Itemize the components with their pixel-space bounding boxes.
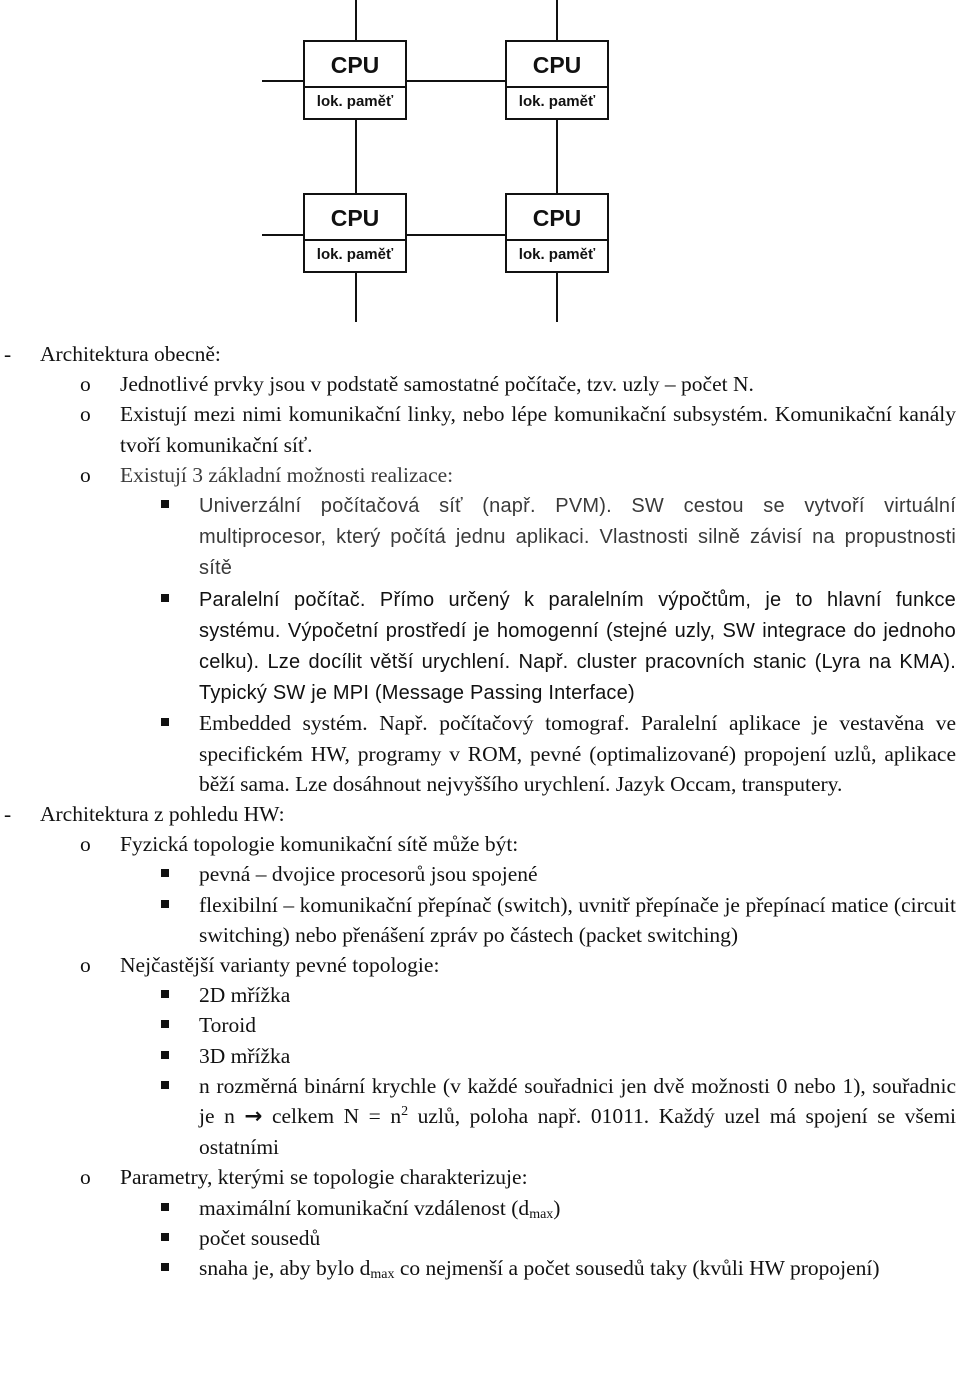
subscript: max bbox=[370, 1267, 395, 1283]
square-bullet-icon bbox=[161, 1020, 169, 1028]
subscript: max bbox=[529, 1206, 554, 1222]
list-item-text: snaha je, aby bylo d bbox=[199, 1256, 371, 1281]
square-bullet-icon bbox=[161, 990, 169, 998]
sub-list-item bbox=[0, 890, 960, 950]
node-box bbox=[505, 40, 609, 120]
list-item bbox=[0, 1162, 960, 1192]
sub-list-item bbox=[0, 708, 960, 799]
memory-label: lok. paměť bbox=[316, 246, 394, 263]
list-item-text: Univerzální počítačová síť (např. PVM). SW cestou se vytvoří virtuální multiprocesor, který počítá jednu aplikaci. Vlastnosti silně závisí na propustnosti sítě bbox=[199, 495, 956, 580]
square-bullet-icon bbox=[161, 1081, 169, 1089]
node-box bbox=[303, 193, 407, 273]
list-item-text: 2D mřížka bbox=[199, 983, 291, 1008]
circle-bullet: o bbox=[80, 1165, 91, 1190]
square-bullet-icon bbox=[161, 594, 169, 602]
memory-label: lok. paměť bbox=[316, 93, 394, 110]
document-body bbox=[0, 339, 960, 1283]
circle-bullet: o bbox=[80, 953, 91, 978]
list-item bbox=[0, 369, 960, 399]
arrow-right-icon: → bbox=[244, 1104, 263, 1130]
node-box bbox=[303, 40, 407, 120]
sub-list-item bbox=[0, 1010, 960, 1040]
list-item-text: Fyzická topologie komunikační sítě může být: bbox=[120, 832, 519, 857]
list-item-text: Existují 3 základní možnosti realizace: bbox=[120, 462, 454, 487]
square-bullet-icon bbox=[161, 1263, 169, 1271]
list-item bbox=[0, 460, 960, 490]
list-item-text: co nejmenší a počet sousedů taky (kvůli HW propojení) bbox=[399, 1256, 880, 1281]
dash-marker: - bbox=[4, 342, 12, 366]
cpu-label: CPU bbox=[305, 42, 405, 88]
list-item-text: ) bbox=[553, 1195, 561, 1220]
square-bullet-icon bbox=[161, 1051, 169, 1059]
list-item-text: Nejčastější varianty pevné topologie: bbox=[120, 953, 440, 978]
mesh-diagram bbox=[0, 0, 960, 330]
list-item-text: 3D mřížka bbox=[199, 1043, 291, 1068]
sub-list-item bbox=[0, 859, 960, 889]
list-item-text: flexibilní – komunikační přepínač (switch), uvnitř přepínače je přepínací matice (circuit switching) nebo přenášení zpráv po částech (packet switching) bbox=[199, 892, 956, 947]
square-bullet-icon bbox=[161, 718, 169, 726]
sub-list-item bbox=[0, 1041, 960, 1071]
list-item bbox=[0, 399, 960, 459]
list-item-text: Embedded systém. Např. počítačový tomograf. Paralelní aplikace je vestavěna ve specifickém HW, programy v ROM, pevné (optimalizované) propojení uzlů, aplikace běží sama. Lze dosáhnout nejvyššího urychlení. Jazyk Occam, transputery. bbox=[199, 711, 956, 796]
list-item-text: pevná – dvojice procesorů jsou spojené bbox=[199, 862, 538, 887]
list-item-text: Existují mezi nimi komunikační linky, nebo lépe komunikační subsystém. Komunikační kanály tvoří komunikační síť. bbox=[120, 402, 956, 457]
circle-bullet: o bbox=[80, 372, 91, 397]
circle-bullet: o bbox=[80, 462, 91, 487]
cpu-label: CPU bbox=[507, 42, 607, 88]
sub-list-item bbox=[0, 1071, 960, 1163]
sub-list-item bbox=[0, 1253, 960, 1283]
list-item bbox=[0, 950, 960, 980]
section-title: Architektura obecně: bbox=[40, 342, 221, 366]
node-box bbox=[505, 193, 609, 273]
sub-list-item bbox=[0, 980, 960, 1010]
list-item-text: uzlů, poloha např. 01011. Každý uzel má spojení se všemi ostatními bbox=[199, 1104, 957, 1160]
superscript: 2 bbox=[401, 1104, 409, 1120]
dash-marker: - bbox=[4, 802, 12, 827]
list-item-text: Parametry, kterými se topologie charakterizuje: bbox=[120, 1165, 528, 1190]
list-item-text: maximální komunikační vzdálenost (d bbox=[199, 1195, 530, 1220]
cpu-label: CPU bbox=[507, 195, 607, 241]
list-item-text: n rozměrná binární krychle (v každé souřadnici jen dvě možnosti 0 nebo 1), souřadnic je n bbox=[199, 1073, 956, 1129]
list-item-text: celkem N = n bbox=[271, 1104, 402, 1129]
list-item-text: Jednotlivé prvky jsou v podstatě samostatné počítače, tzv. uzly – počet N. bbox=[120, 372, 754, 397]
circle-bullet: o bbox=[80, 402, 91, 427]
sub-list-item bbox=[0, 1223, 960, 1253]
list-item-text: Paralelní počítač. Přímo určený k paralelním výpočtům, je to hlavní funkce systému. Výpočetní prostředí je homogenní (stejné uzly, SW integrace do jednoho celku). Lze docílit větší urychlení. Např. cluster pracovních stanic (Lyra na KMA). Typický SW je MPI (Message Passing Interface) bbox=[199, 588, 956, 705]
section-title: Architektura z pohledu HW: bbox=[40, 802, 285, 827]
sub-list-item bbox=[0, 1193, 960, 1223]
section-architektura-obecne bbox=[0, 339, 960, 369]
square-bullet-icon bbox=[161, 900, 169, 908]
cpu-label: CPU bbox=[305, 195, 405, 241]
section-architektura-hw bbox=[0, 799, 960, 829]
circle-bullet: o bbox=[80, 832, 91, 857]
square-bullet-icon bbox=[161, 500, 169, 508]
memory-label: lok. paměť bbox=[518, 246, 596, 263]
square-bullet-icon bbox=[161, 869, 169, 877]
list-item-text: počet sousedů bbox=[199, 1225, 321, 1250]
list-item-text: Toroid bbox=[199, 1013, 257, 1038]
sub-list-item bbox=[0, 490, 960, 584]
list-item bbox=[0, 829, 960, 859]
sub-list-item bbox=[0, 584, 960, 709]
square-bullet-icon bbox=[161, 1233, 169, 1241]
memory-label: lok. paměť bbox=[518, 93, 596, 110]
square-bullet-icon bbox=[161, 1203, 169, 1211]
